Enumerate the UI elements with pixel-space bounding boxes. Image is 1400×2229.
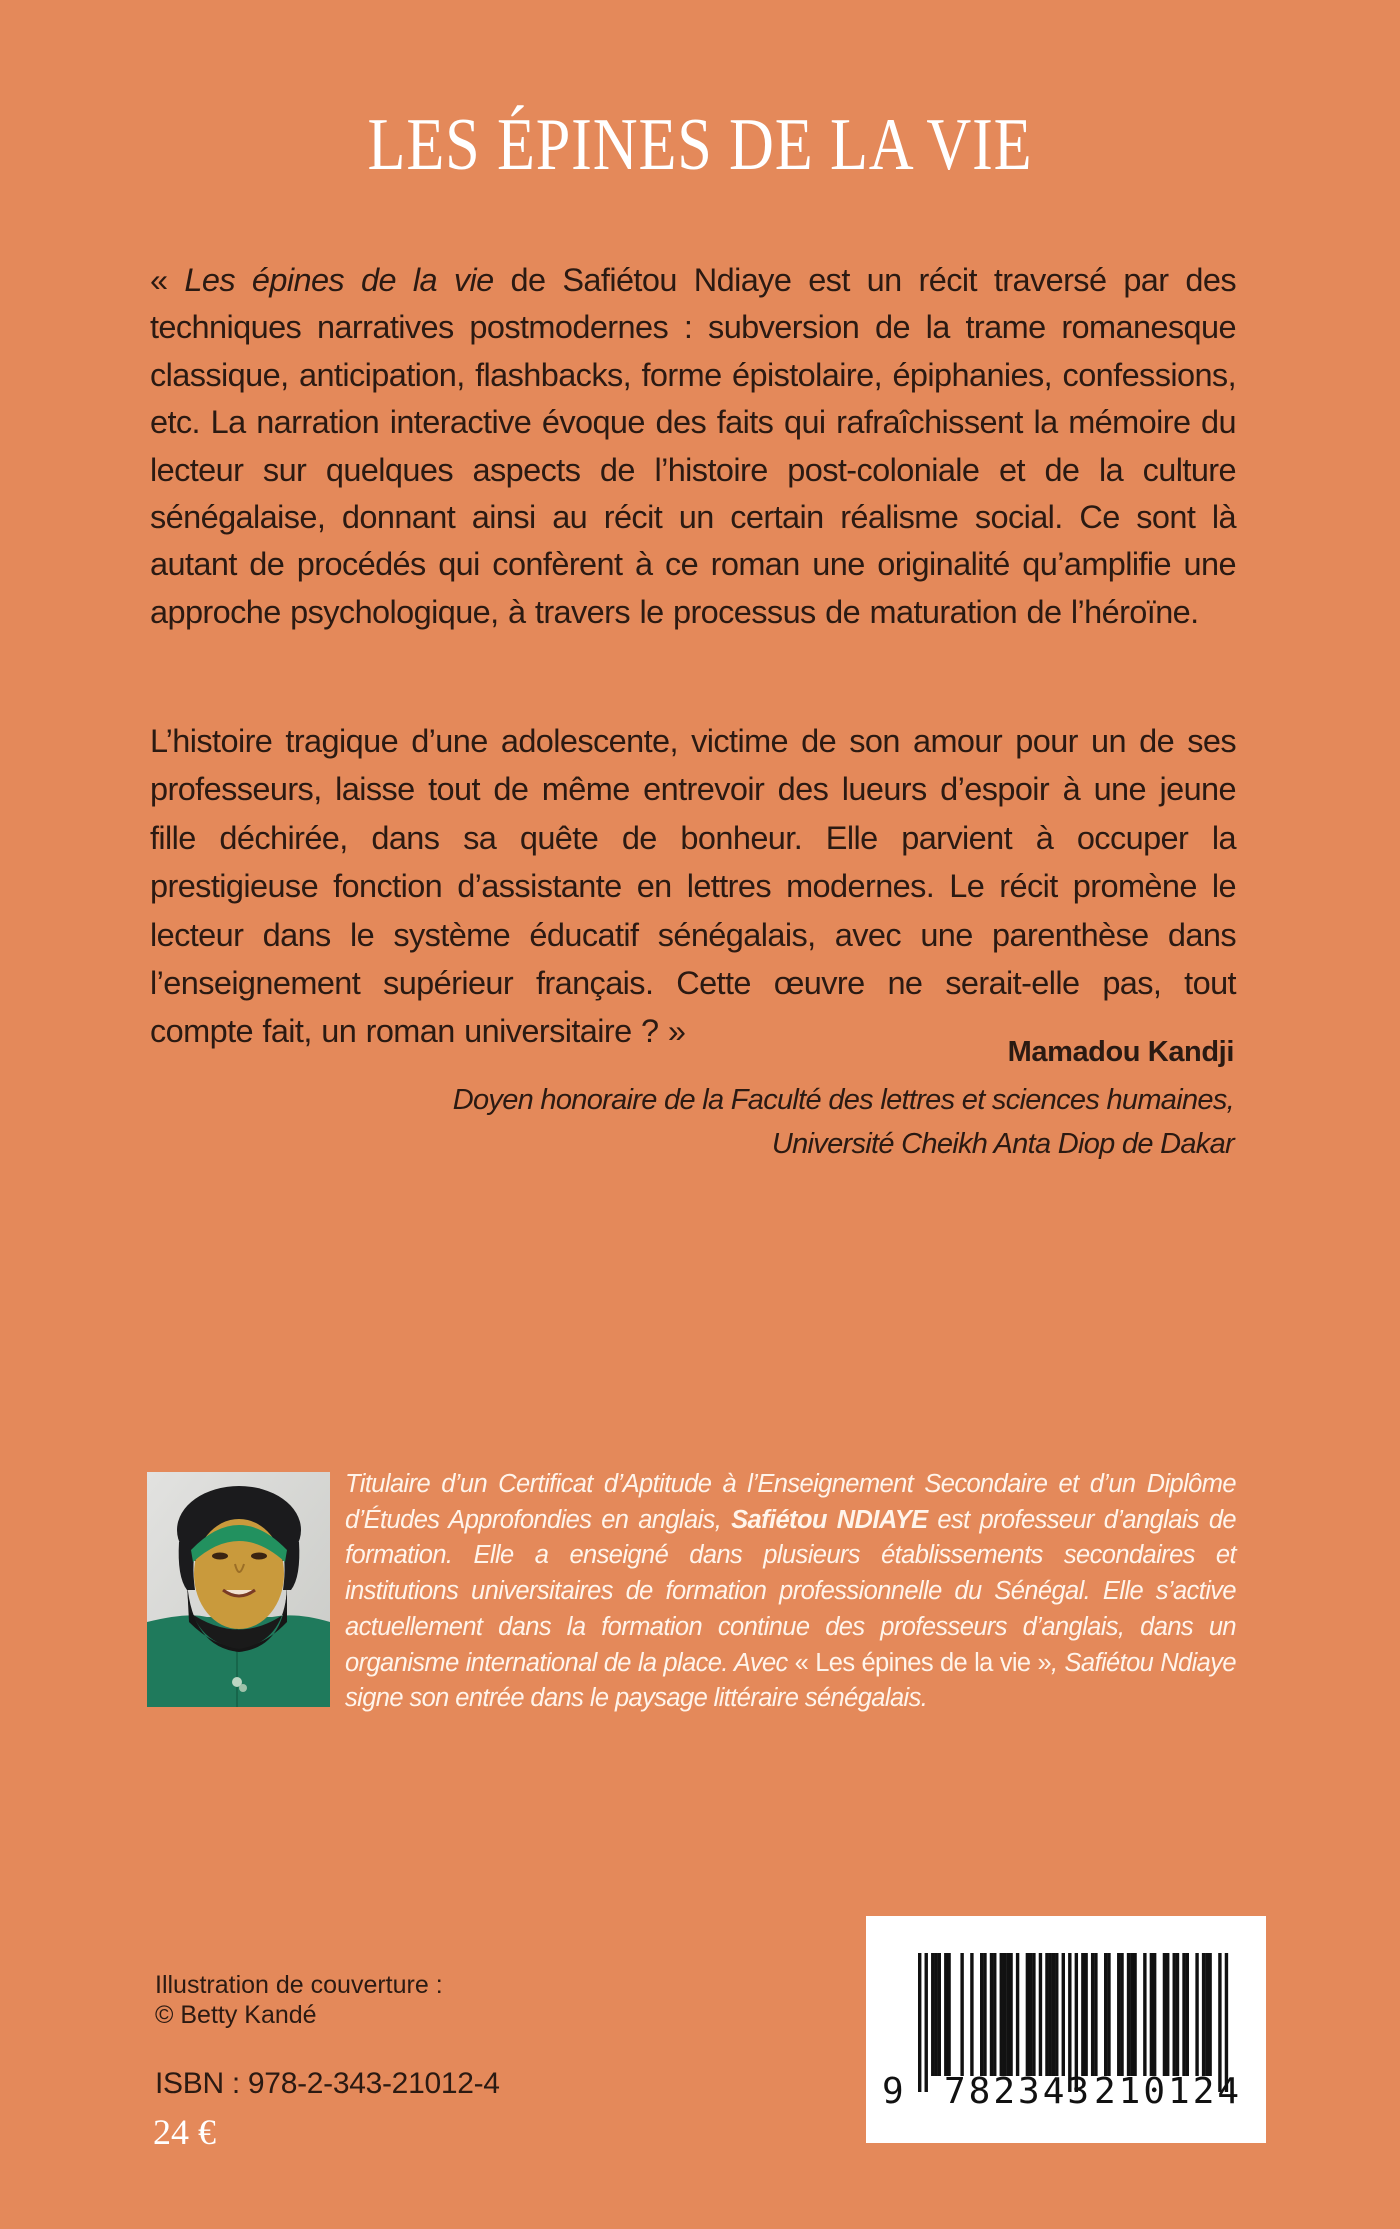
author-bio-part-1: Titulaire d’un Certificat d’Aptitude à l’Enseignement Secondaire et d’un Diplôme d’Études Approfondies en anglais, bbox=[345, 1470, 1236, 1534]
reviewer-name: Mamadou Kandji bbox=[1007, 1036, 1234, 1068]
barcode-bar bbox=[1091, 1953, 1094, 2076]
barcode-bar bbox=[1195, 1953, 1198, 2076]
illustration-credit bbox=[155, 1970, 443, 2030]
review-paragraph-1 bbox=[150, 257, 1236, 636]
barcode-bar bbox=[970, 1953, 973, 2076]
review-paragraph-2: L’histoire tragique d’une adolescente, victime de son amour pour un de ses professeurs, laisse tout de même entrevoir des lueurs d’espoir à une jeune fille déchirée, dans sa quête de bonheur. Elle parvient à occuper la prestigieuse fonction d’assistante en lettres modernes. Le récit promène le lecteur dans le système éducatif sénégalais, avec une parenthèse dans l’enseignement supérieur français. Cette œuvre ne serait-elle pas, tout compte fait, un roman universitaire ? » bbox=[150, 723, 1236, 1050]
barcode-bar bbox=[1055, 1953, 1058, 2076]
barcode-bar bbox=[1205, 1953, 1208, 2076]
barcode-bar bbox=[1039, 1953, 1042, 2076]
author-bio-book-title: « Les épines de la vie » bbox=[794, 1648, 1052, 1677]
barcode-bar bbox=[1094, 1953, 1097, 2076]
barcode-bar bbox=[1208, 1953, 1211, 2076]
barcode-bar bbox=[1049, 1953, 1052, 2076]
barcode-bar bbox=[1032, 1953, 1035, 2076]
barcode-bar bbox=[1150, 1953, 1153, 2076]
barcode-bar bbox=[1006, 1953, 1009, 2076]
barcode-bar bbox=[1016, 1953, 1019, 2076]
illustration-label: Illustration de couverture : bbox=[155, 1971, 443, 1999]
barcode-bar bbox=[1133, 1953, 1136, 2076]
barcode-bar bbox=[1176, 1953, 1179, 2076]
open-quote: « bbox=[150, 262, 185, 298]
isbn: ISBN : 978-2-343-21012-4 bbox=[155, 2067, 500, 2100]
barcode-bar bbox=[1062, 1953, 1065, 2076]
barcode-bar bbox=[1029, 1953, 1032, 2076]
review-paragraph-1-text: de Safiétou Ndiaye est un récit traversé par des techniques narratives postmodernes : subversion de la trame romanesque classique, anticipation, flashbacks, forme épistolaire, épiphanies, confessions, etc. La narration interactive évoque des faits qui rafraîchissent la mémoire du lecteur sur quelques aspects de l’histoire post-coloniale et de la culture sénégalaise, donnant ainsi au récit un certain réalisme social. Ce sont là autant de procédés qui confèrent à ce roman une originalité qu’amplifie une approche psychologique, à travers le processus de maturation de l’héroïne. bbox=[150, 262, 1237, 630]
price: 24 € bbox=[153, 2112, 216, 2152]
barcode bbox=[866, 1916, 1266, 2143]
review-book-title: Les épines de la vie bbox=[184, 262, 494, 298]
barcode-bar bbox=[1081, 1953, 1084, 2076]
barcode-bar bbox=[947, 1953, 950, 2076]
barcode-bar bbox=[1026, 1953, 1029, 2076]
author-name: Safiétou NDIAYE bbox=[731, 1505, 928, 1534]
barcode-bar bbox=[1084, 1953, 1087, 2076]
barcode-bar bbox=[1127, 1953, 1130, 2076]
barcode-digits-right: 210124 bbox=[1094, 2071, 1243, 2112]
barcode-bar bbox=[1186, 1953, 1189, 2076]
illustration-artist: © Betty Kandé bbox=[155, 2001, 317, 2029]
barcode-bar bbox=[1045, 1953, 1048, 2076]
barcode-bar bbox=[983, 1953, 986, 2076]
barcode-bar bbox=[960, 1953, 963, 2076]
barcode-bar bbox=[1107, 1953, 1110, 2076]
barcode-bar bbox=[993, 1953, 996, 2076]
barcode-bar bbox=[1120, 1953, 1123, 2076]
barcode-bar bbox=[1052, 1953, 1055, 2076]
author-portrait-icon bbox=[147, 1472, 330, 1707]
barcode-bar bbox=[934, 1953, 937, 2076]
book-title: LES ÉPINES DE LA VIE bbox=[367, 104, 1033, 186]
author-bio bbox=[345, 1467, 1236, 1717]
barcode-bar bbox=[931, 1953, 934, 2076]
reviewer-role-line-2: Université Cheikh Anta Diop de Dakar bbox=[771, 1128, 1234, 1160]
barcode-bar bbox=[1003, 1953, 1006, 2076]
barcode-bar bbox=[1153, 1953, 1156, 2076]
barcode-bar bbox=[980, 1953, 983, 2076]
barcode-digit-first: 9 bbox=[882, 2071, 904, 2112]
barcode-bar bbox=[1130, 1953, 1133, 2076]
barcode-bar bbox=[1009, 1953, 1012, 2076]
reviewer-role-line-1: Doyen honoraire de la Faculté des lettres et sciences humaines, bbox=[452, 1084, 1234, 1116]
barcode-bar bbox=[1117, 1953, 1120, 2076]
barcode-digits bbox=[882, 2072, 1252, 2112]
author-bio-part-3: , Safiétou Ndiaye signe son entrée dans le paysage littéraire sénégalais. bbox=[345, 1648, 1236, 1713]
reviewer-role bbox=[334, 1078, 1234, 1166]
barcode-digits-left: 782343 bbox=[944, 2071, 1093, 2112]
barcode-bar bbox=[1163, 1953, 1166, 2076]
author-photo bbox=[147, 1472, 330, 1707]
author-bio-part-2: est professeur d’anglais de formation. Elle a enseigné dans plusieurs établissements secondaires et institutions universitaires de formation professionnelle du Sénégal. Elle s’active actuellement dans la formation continue des professeurs d’anglais, dans un organisme international de la place. Avec bbox=[345, 1505, 1236, 1677]
barcode-bar bbox=[990, 1953, 993, 2076]
barcode-bar bbox=[1202, 1953, 1205, 2076]
barcode-bar bbox=[1182, 1953, 1185, 2076]
barcode-bar bbox=[1173, 1953, 1176, 2076]
barcode-bar bbox=[944, 1953, 947, 2076]
barcode-bar bbox=[1143, 1953, 1146, 2076]
barcode-bar bbox=[1104, 1953, 1107, 2076]
barcode-bar bbox=[1166, 1953, 1169, 2076]
barcode-bar bbox=[938, 1953, 941, 2076]
barcode-bar bbox=[1000, 1953, 1003, 2076]
